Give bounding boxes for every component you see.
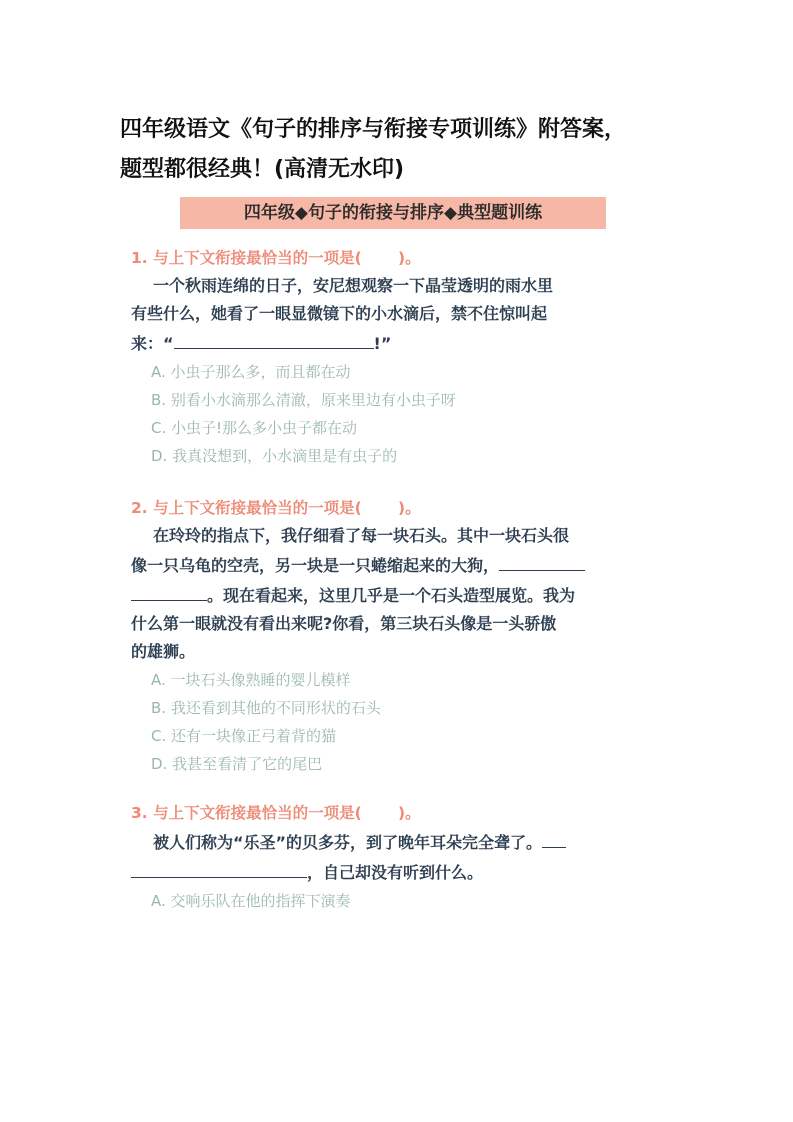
passage-line: 来：“ !” — [131, 328, 661, 358]
option-d[interactable]: D. 我真没想到，小水滴里是有虫子的 — [151, 447, 398, 465]
question-3 — [131, 799, 661, 915]
option-a[interactable]: A. 小虫子那么多，而且都在动 — [151, 363, 351, 381]
passage-line: 什么第一眼就没有看出来呢?你看，第三块石头像是一头骄傲 — [131, 614, 557, 633]
question-2-passage — [131, 522, 661, 666]
option-c[interactable]: C. 还有一块像正弓着背的猫 — [151, 727, 337, 745]
passage-line: 被人们称为“乐圣”的贝多芬，到了晚年耳朵完全聋了。 — [131, 827, 661, 857]
title-line-1: 四年级语文《句子的排序与衔接专项训练》附答案， — [120, 117, 627, 142]
option-d[interactable]: D. 我甚至看清了它的尾巴 — [151, 755, 323, 773]
question-1-options — [131, 358, 661, 470]
passage-line: 有些什么，她看了一眼显微镜下的小水滴后，禁不住惊叫起 — [131, 304, 548, 323]
question-3-options — [131, 887, 661, 915]
document-title — [120, 110, 720, 190]
passage-line: 在玲玲的指点下，我仔细看了每一块石头。其中一块石头很 — [153, 526, 570, 545]
answer-blank — [131, 857, 307, 878]
section-banner: 四年级◆句子的衔接与排序◆典型题训练 — [180, 197, 606, 229]
answer-blank — [499, 550, 585, 571]
passage-line: 像一只乌龟的空壳，另一块是一只蜷缩起来的大狗， — [131, 550, 661, 580]
passage-line: 的雄狮。 — [131, 642, 196, 661]
question-3-passage — [131, 827, 661, 887]
question-1-title: 1. 与上下文衔接最恰当的一项是( )。 — [131, 249, 421, 267]
question-1 — [131, 244, 661, 470]
question-1-passage — [131, 272, 661, 358]
option-b[interactable]: B. 别看小水滴那么清澈，原来里边有小虫子呀 — [151, 391, 456, 409]
option-a[interactable]: A. 一块石头像熟睡的婴儿模样 — [151, 671, 351, 689]
passage-line: 。现在看起来，这里几乎是一个石头造型展览。我为 — [131, 580, 661, 610]
passage-line: 一个秋雨连绵的日子，安尼想观察一下晶莹透明的雨水里 — [153, 276, 554, 295]
title-line-2: 题型都很经典！(高清无水印) — [120, 157, 405, 182]
answer-blank — [131, 580, 207, 601]
option-c[interactable]: C. 小虫子!那么多小虫子都在动 — [151, 419, 358, 437]
question-2-options — [131, 666, 661, 778]
question-2 — [131, 494, 661, 778]
answer-blank — [542, 827, 566, 848]
option-b[interactable]: B. 我还看到其他的不同形状的石头 — [151, 699, 381, 717]
question-2-title: 2. 与上下文衔接最恰当的一项是( )。 — [131, 499, 421, 517]
question-3-title: 3. 与上下文衔接最恰当的一项是( )。 — [131, 804, 421, 822]
passage-line: ，自己却没有听到什么。 — [131, 857, 661, 887]
option-a[interactable]: A. 交响乐队在他的指挥下演奏 — [151, 892, 351, 910]
answer-blank — [174, 328, 374, 349]
